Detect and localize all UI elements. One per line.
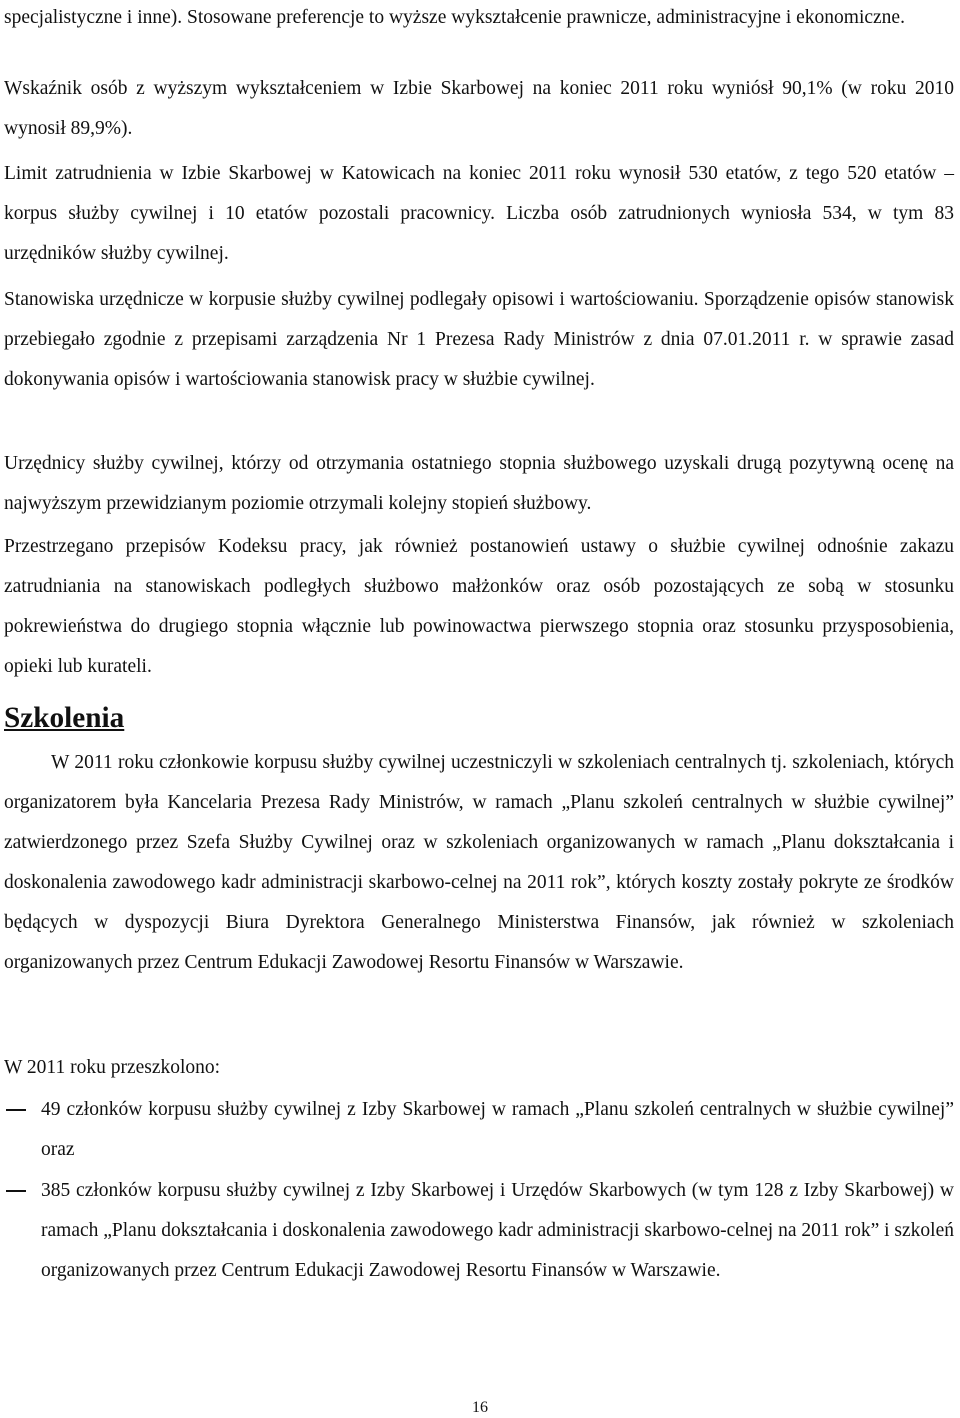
paragraph-education-ratio: Wskaźnik osób z wyższym wykształceniem w Izbie Skarbowej na koniec 2011 roku wyniósł 90,1% (w roku 2010 wynosił 89,9%). bbox=[4, 78, 954, 139]
page-number: 16 bbox=[472, 1399, 488, 1416]
list-item-text: 49 członków korpusu służby cywilnej z Izby Skarbowej w ramach „Planu szkoleń centralnych w służbie cywilnej” oraz bbox=[41, 1099, 954, 1160]
paragraph-labor-code: Przestrzegano przepisów Kodeksu pracy, jak również postanowień ustawy o służbie cywilnej odnośnie zakazu zatrudniania na stanowiskach podległych służbowo małżonków oraz osób pozostających ze sobą w stosunku pokrewieństwa do drugiego stopnia włącznie lub powinowactwa pierwszego stopnia oraz stosunku przysposobienia, opieki lub kurateli. bbox=[4, 536, 954, 677]
list-item bbox=[4, 1090, 954, 1170]
paragraph-central-trainings: W 2011 roku członkowie korpusu służby cywilnej uczestniczyli w szkoleniach centralnych tj. szkoleniach, których organizatorem była Kancelaria Prezesa Rady Ministrów, w ramach „Planu szkoleń centralnych w służbie cywilnej” zatwierdzonego przez Szefa Służby Cywilnej oraz w szkoleniach organizowanych w ramach „Planu dokształcania i doskonalenia zawodowego kadr administracji skarbowo-celnej na 2011 rok”, których koszty zostały pokryte ze środków będących w dyspozycji Biura Dyrektora Generalnego Ministerstwa Finansów, jak również w szkoleniach organizowanych przez Centrum Edukacji Zawodowej Resortu Finansów w Warszawie. bbox=[4, 752, 954, 973]
section-heading-trainings: Szkolenia bbox=[4, 702, 125, 734]
dash-bullet-icon bbox=[6, 1190, 26, 1192]
dash-bullet-icon bbox=[6, 1109, 26, 1111]
paragraph-employment-limit: Limit zatrudnienia w Izbie Skarbowej w Katowicach na koniec 2011 roku wynosił 530 etatów, z tego 520 etatów – korpus służby cywilnej i 10 etatów pozostali pracownicy. Liczba osób zatrudnionych wyniosła 534, w tym 83 urzędników służby cywilnej. bbox=[4, 163, 954, 264]
paragraph-promotions: Urzędnicy służby cywilnej, którzy od otrzymania ostatniego stopnia służbowego uzyskali drugą pozytywną ocenę na najwyższym przewidzianym poziomie otrzymali kolejny stopień służbowy. bbox=[4, 453, 954, 514]
paragraph-trained-summary: W 2011 roku przeszkolono: bbox=[4, 1057, 221, 1078]
list-item bbox=[4, 1171, 954, 1291]
trained-list bbox=[4, 1090, 954, 1291]
paragraph-preferences: specjalistyczne i inne). Stosowane preferencje to wyższe wykształcenie prawnicze, administracyjne i ekonomiczne. bbox=[4, 7, 905, 28]
paragraph-job-descriptions: Stanowiska urzędnicze w korpusie służby cywilnej podlegały opisowi i wartościowaniu. Sporządzenie opisów stanowisk przebiegało zgodnie z przepisami zarządzenia Nr 1 Prezesa Rady Ministrów z dnia 07.01.2011 r. w sprawie zasad dokonywania opisów i wartościowania stanowisk pracy w służbie cywilnej. bbox=[4, 289, 954, 390]
list-item-text: 385 członków korpusu służby cywilnej z Izby Skarbowej i Urzędów Skarbowych (w tym 128 z Izby Skarbowej) w ramach „Planu dokształcania i doskonalenia zawodowego kadr administracji skarbowo-celnej na 2011 rok” i szkoleń organizowanych przez Centrum Edukacji Zawodowej Resortu Finansów w Warszawie. bbox=[41, 1180, 954, 1281]
